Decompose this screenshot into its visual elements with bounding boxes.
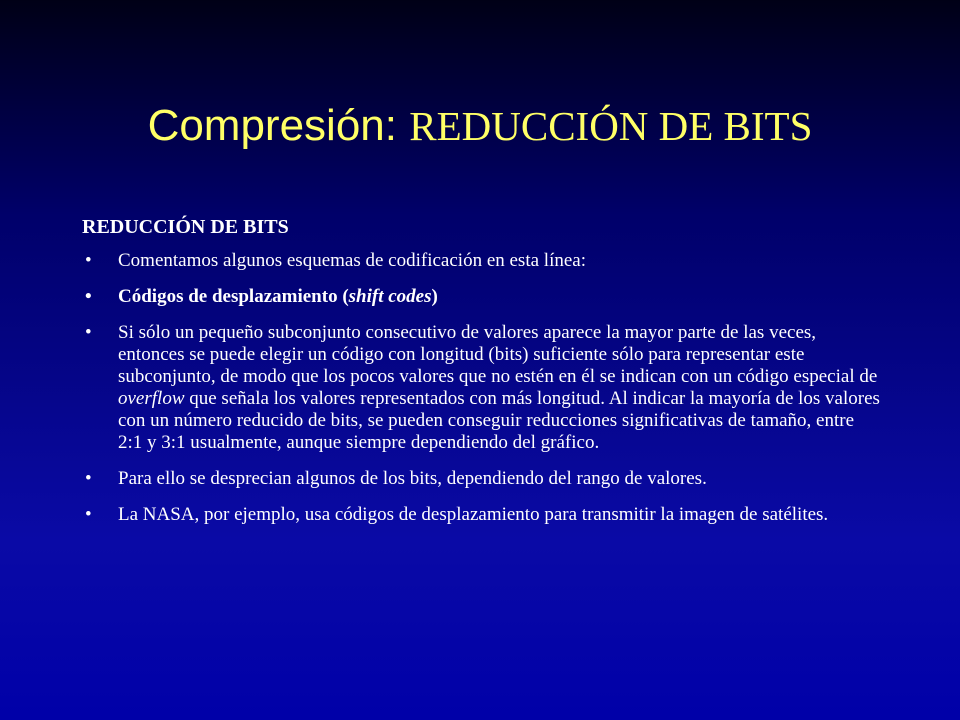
bullet-icon: • <box>85 322 92 343</box>
bullet-text: Para ello se desprecian algunos de los bits, dependiendo del rango de valores. <box>118 468 707 489</box>
bullet-icon: • <box>85 250 92 271</box>
bullet-icon: • <box>85 504 92 525</box>
slide-title <box>0 98 960 154</box>
title-part-1: Compresión: <box>147 101 397 150</box>
section-heading: REDUCCIÓN DE BITS <box>82 216 289 238</box>
bullet-list <box>82 250 882 526</box>
bullet-text-post: ) <box>431 286 438 307</box>
bullet-item-2 <box>82 286 882 308</box>
bullet-text-pre: Si sólo un pequeño subconjunto consecutivo de valores aparece la mayor parte de las veces, entonces se puede elegir un código con longitud (bits) suficiente sólo para representar este subconjunto, de modo que los pocos valores que no estén en él se indican con un código especial de <box>118 322 878 387</box>
bullet-icon: • <box>85 468 92 489</box>
title-part-2: REDUCCIÓN DE BITS <box>409 103 813 149</box>
bullet-text-pre: Códigos de desplazamiento ( <box>118 286 349 307</box>
bullet-text: La NASA, por ejemplo, usa códigos de desplazamiento para transmitir la imagen de satélites. <box>118 504 829 525</box>
bullet-icon: • <box>85 286 92 307</box>
bullet-item-3 <box>82 322 882 454</box>
bullet-item-1 <box>82 250 882 272</box>
bullet-item-5 <box>82 504 882 526</box>
slide-content <box>82 214 882 540</box>
bullet-text-emphasis: overflow <box>118 388 185 409</box>
bullet-text-emphasis: shift codes <box>348 286 432 307</box>
bullet-item-4 <box>82 468 882 490</box>
bullet-text-post: que señala los valores representados con más longitud. Al indicar la mayoría de los valores con un número reducido de bits, se pueden conseguir reducciones significativas de tamaño, entre 2:1 y 3:1 usualmente, aunque siempre dependiendo del gráfico. <box>118 388 880 453</box>
bullet-text: Comentamos algunos esquemas de codificación en esta línea: <box>118 250 586 271</box>
